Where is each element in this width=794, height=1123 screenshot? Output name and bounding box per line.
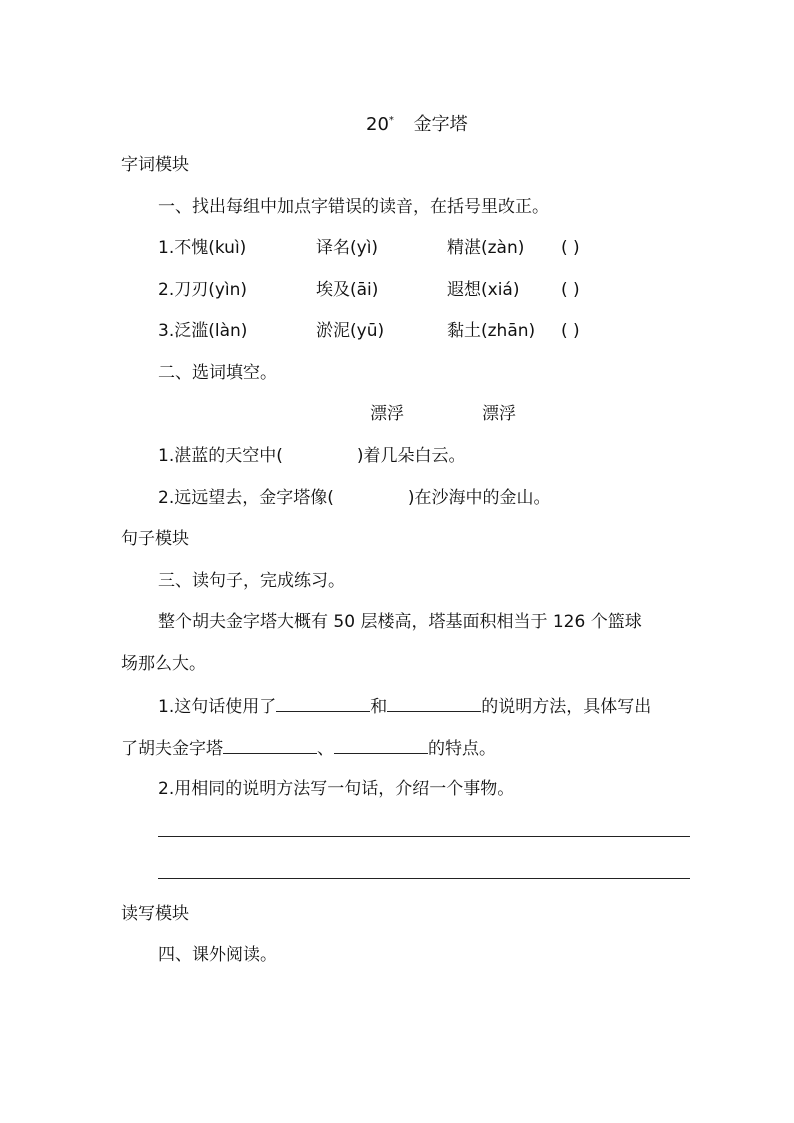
- fill-sentence-1: [158, 448, 466, 465]
- module-label-sentences: 句子模块: [121, 529, 189, 549]
- passage-line: 场那么大。: [121, 654, 206, 674]
- sentence-text: 2.远远望去，金字塔像(: [158, 488, 334, 508]
- module-label-reading-writing: 读写模块: [121, 904, 189, 924]
- item-text: 的特点。: [428, 739, 496, 759]
- item-text: 1.这句话使用了: [158, 697, 277, 717]
- question-3-item-1-cont: [121, 739, 496, 758]
- passage-line: 整个胡夫金字塔大概有 50 层楼高，塔基面积相当于 126 个篮球: [158, 612, 642, 632]
- pinyin-item: 译名(yì): [316, 238, 379, 258]
- sentence-text: )在沙海中的金山。: [407, 488, 551, 508]
- pinyin-item: 埃及(āi): [316, 280, 379, 300]
- lesson-mark: *: [388, 115, 394, 126]
- lesson-number: 20: [366, 114, 389, 135]
- pinyin-item: 黏土(zhān): [447, 321, 536, 341]
- fill-sentence-2: [158, 490, 551, 507]
- pinyin-item: 遐想(xiá): [447, 280, 520, 300]
- answer-parentheses[interactable]: ( ): [561, 238, 580, 258]
- answer-blank[interactable]: [276, 697, 370, 712]
- item-text: 了胡夫金字塔: [121, 739, 223, 759]
- question-2-heading: 二、选词填空。: [158, 363, 277, 383]
- answer-parentheses[interactable]: ( ): [561, 280, 580, 300]
- pinyin-item: 2.刀刃(yìn): [158, 280, 248, 300]
- pinyin-item: 精湛(zàn): [447, 238, 525, 258]
- item-text: 、: [317, 739, 334, 759]
- page-title: [366, 116, 468, 134]
- question-4-heading: 四、课外阅读。: [158, 945, 277, 965]
- question-3-item-1: [158, 697, 651, 716]
- sentence-text: )着几朵白云。: [356, 446, 466, 466]
- answer-parentheses[interactable]: ( ): [561, 321, 580, 341]
- lesson-title: 金字塔: [413, 114, 468, 135]
- question-3-item-2: 2.用相同的说明方法写一句话，介绍一个事物。: [158, 779, 515, 799]
- module-label-words: 字词模块: [121, 155, 189, 175]
- question-1-heading: 一、找出每组中加点字错误的读音，在括号里改正。: [158, 197, 549, 217]
- word-choice-2: 漂浮: [482, 404, 516, 424]
- sentence-text: 1.湛蓝的天空中(: [158, 446, 283, 466]
- answer-line[interactable]: [158, 836, 690, 837]
- item-text: 的说明方法，具体写出: [481, 697, 652, 717]
- answer-blank[interactable]: [223, 739, 317, 754]
- pinyin-item: 1.不愧(kuì): [158, 238, 247, 258]
- answer-blank[interactable]: [387, 697, 481, 712]
- answer-line[interactable]: [158, 878, 690, 879]
- pinyin-item: 淤泥(yū): [316, 321, 385, 341]
- item-text: 和: [370, 697, 388, 717]
- pinyin-item: 3.泛滥(làn): [158, 321, 248, 341]
- answer-blank[interactable]: [334, 739, 428, 754]
- question-3-heading: 三、读句子，完成练习。: [158, 571, 345, 591]
- word-choice-1: 漂浮: [370, 404, 404, 424]
